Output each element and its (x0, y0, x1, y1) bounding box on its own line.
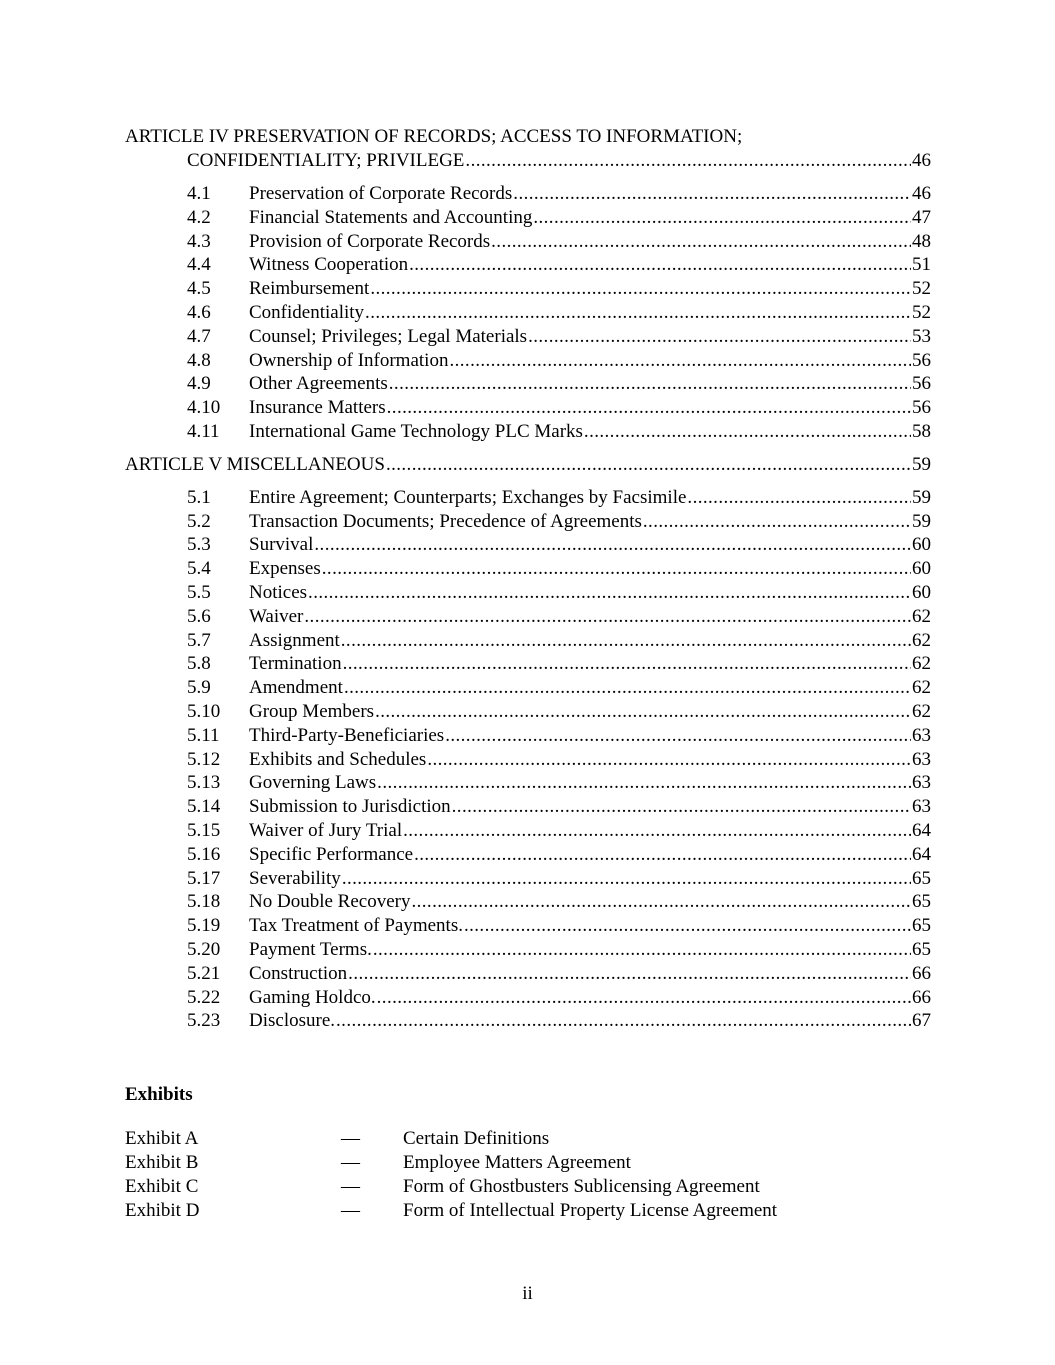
article-iv-title-line1: ARTICLE IV PRESERVATION OF RECORDS; ACCESS TO INFORMATION; (125, 126, 743, 147)
toc-entry-number: 4.4 (187, 254, 211, 276)
article-v-heading (125, 453, 931, 477)
toc-entry (125, 914, 931, 938)
toc-entry-title: Witness Cooperation (249, 254, 409, 276)
toc-entry (125, 938, 931, 962)
leader-dots (336, 1009, 911, 1033)
toc-entry-page: 48 (912, 230, 931, 252)
toc-entry-page: 63 (912, 772, 931, 794)
exhibit-label: Exhibit B (125, 1152, 199, 1173)
toc-entry-page: 63 (912, 724, 931, 746)
toc-entry (125, 676, 931, 700)
toc-entry-title: Assignment (249, 629, 340, 651)
toc-entry (125, 629, 931, 653)
toc-entry-title: Notices (249, 581, 308, 603)
toc-entry-title: Waiver (249, 605, 304, 627)
toc-entry-number: 5.11 (187, 724, 220, 746)
leader-dots (343, 652, 911, 676)
toc-entry (125, 420, 931, 444)
toc-entry (125, 724, 931, 748)
toc-entry-title: Insurance Matters (249, 397, 386, 419)
exhibits-section (125, 1083, 905, 1223)
article-iv-title-line2: CONFIDENTIALITY; PRIVILEGE (187, 150, 465, 171)
toc-entry-page: 65 (912, 915, 931, 937)
toc-entry-number: 5.22 (187, 986, 221, 1008)
toc-entry-title: Severability (249, 867, 341, 889)
exhibit-title: Form of Ghostbusters Sublicensing Agreement (403, 1176, 760, 1197)
toc-entry-page: 62 (912, 605, 931, 627)
toc-entry (125, 867, 931, 891)
toc-entry-number: 5.20 (187, 938, 221, 960)
exhibit-row (125, 1175, 905, 1199)
toc-entry-number: 4.10 (187, 397, 221, 419)
toc-entry-number: 5.13 (187, 772, 221, 794)
leader-dots (370, 277, 911, 301)
toc-entry-page: 60 (912, 581, 931, 603)
toc-entry-number: 5.8 (187, 653, 211, 675)
leader-dots (465, 149, 911, 173)
toc-entry-number: 4.3 (187, 230, 211, 252)
toc-entry-title: Tax Treatment of Payments. (249, 915, 463, 937)
toc-entry-title: Financial Statements and Accounting (249, 206, 533, 228)
leader-dots (464, 914, 911, 938)
article-iv-entries (125, 182, 931, 444)
toc-entry-number: 5.18 (187, 891, 221, 913)
exhibit-dash: — (341, 1200, 360, 1221)
toc-entry-page: 56 (912, 397, 931, 419)
table-of-contents (125, 125, 931, 1042)
toc-entry (125, 986, 931, 1010)
leader-dots (411, 890, 911, 914)
toc-entry-page: 60 (912, 534, 931, 556)
toc-entry-number: 5.16 (187, 843, 221, 865)
toc-entry-number: 4.1 (187, 183, 211, 204)
toc-entry-number: 4.8 (187, 349, 211, 371)
toc-entry (125, 253, 931, 277)
toc-entry-page: 62 (912, 653, 931, 675)
leader-dots (449, 349, 911, 373)
toc-entry-title: Submission to Jurisdiction (249, 796, 451, 818)
toc-entry-title: Ownership of Information (249, 349, 449, 371)
toc-entry-number: 4.5 (187, 278, 211, 300)
leader-dots (409, 253, 911, 277)
toc-entry-title: Waiver of Jury Trial (249, 819, 403, 841)
exhibit-row (125, 1127, 905, 1151)
toc-entry-number: 5.12 (187, 748, 221, 770)
article-iv-heading (125, 125, 931, 173)
toc-entry-page: 65 (912, 867, 931, 889)
toc-entry-number: 4.7 (187, 325, 211, 347)
toc-entry-title: Group Members (249, 700, 375, 722)
exhibit-dash: — (341, 1152, 360, 1173)
toc-entry (125, 396, 931, 420)
toc-entry (125, 1009, 931, 1033)
leader-dots (304, 605, 911, 629)
leader-dots (322, 557, 911, 581)
leader-dots (452, 795, 911, 819)
leader-dots (342, 867, 911, 891)
toc-entry-number: 5.19 (187, 915, 221, 937)
toc-entry-title: Termination (249, 653, 342, 675)
leader-dots (513, 182, 911, 206)
toc-entry-title: Gaming Holdco. (249, 986, 376, 1008)
toc-entry-title: Expenses (249, 558, 321, 580)
leader-dots (348, 962, 911, 986)
leader-dots (365, 301, 911, 325)
leader-dots (584, 420, 911, 444)
toc-entry (125, 510, 931, 534)
leader-dots (414, 843, 911, 867)
toc-entry (125, 700, 931, 724)
toc-entry (125, 486, 931, 510)
exhibit-title: Form of Intellectual Property License Agreement (403, 1200, 778, 1221)
exhibit-row (125, 1151, 905, 1175)
toc-entry-page: 66 (912, 962, 931, 984)
toc-entry (125, 890, 931, 914)
leader-dots (373, 938, 911, 962)
toc-entry-number: 5.15 (187, 819, 221, 841)
leader-dots (528, 325, 911, 349)
toc-entry-number: 5.2 (187, 510, 211, 532)
leader-dots (314, 533, 911, 557)
toc-entry-page: 56 (912, 373, 931, 395)
exhibit-title: Employee Matters Agreement (403, 1152, 631, 1173)
toc-entry-number: 4.6 (187, 301, 211, 323)
toc-entry-number: 5.10 (187, 700, 221, 722)
toc-entry-number: 4.9 (187, 373, 211, 395)
page-number: ii (522, 1283, 533, 1304)
exhibit-row (125, 1199, 905, 1223)
toc-entry-page: 64 (912, 843, 931, 865)
leader-dots (375, 700, 911, 724)
toc-entry (125, 557, 931, 581)
toc-entry-page: 64 (912, 819, 931, 841)
toc-entry-number: 5.21 (187, 962, 221, 984)
toc-entry (125, 372, 931, 396)
toc-entry-page: 52 (912, 301, 931, 323)
toc-entry-number: 4.11 (187, 420, 220, 442)
toc-entry-title: Specific Performance (249, 843, 414, 865)
leader-dots (687, 486, 911, 510)
toc-entry-page: 51 (912, 254, 931, 276)
leader-dots (491, 230, 911, 254)
exhibit-dash: — (341, 1128, 360, 1149)
toc-entry (125, 277, 931, 301)
toc-entry-number: 5.4 (187, 558, 211, 580)
exhibit-dash: — (341, 1176, 360, 1197)
toc-entry-number: 5.17 (187, 867, 221, 889)
toc-entry (125, 748, 931, 772)
toc-entry (125, 819, 931, 843)
toc-entry-title: Amendment (249, 677, 343, 699)
toc-entry-page: 63 (912, 748, 931, 770)
article-v-page: 59 (912, 453, 931, 475)
toc-entry-page: 65 (912, 938, 931, 960)
article-iv-page: 46 (912, 150, 931, 171)
leader-dots (427, 748, 911, 772)
toc-entry-title: Confidentiality (249, 301, 365, 323)
exhibits-heading: Exhibits (125, 1084, 193, 1105)
toc-entry-page: 56 (912, 349, 931, 371)
leader-dots (341, 629, 911, 653)
toc-entry-title: Construction (249, 962, 348, 984)
toc-entry-number: 5.7 (187, 629, 211, 651)
exhibit-list (125, 1127, 905, 1223)
toc-entry-page: 59 (912, 510, 931, 532)
toc-entry (125, 795, 931, 819)
toc-entry-title: Transaction Documents; Precedence of Agreements (249, 510, 642, 532)
leader-dots (533, 206, 911, 230)
toc-entry-title: Governing Laws (249, 772, 377, 794)
exhibit-label: Exhibit D (125, 1200, 200, 1221)
toc-entry-title: Third-Party-Beneficiaries (249, 724, 445, 746)
toc-entry-page: 62 (912, 700, 931, 722)
toc-entry-title: International Game Technology PLC Marks (249, 420, 583, 442)
toc-entry-page: 66 (912, 986, 931, 1008)
toc-entry-number: 4.2 (187, 206, 211, 228)
leader-dots (344, 676, 911, 700)
leader-dots (387, 396, 911, 420)
toc-entry (125, 325, 931, 349)
article-v-entries (125, 486, 931, 1033)
toc-entry-title: Other Agreements (249, 373, 388, 395)
toc-entry-title: Disclosure. (249, 1010, 336, 1032)
toc-entry (125, 533, 931, 557)
toc-entry (125, 581, 931, 605)
toc-entry-page: 46 (912, 183, 931, 204)
leader-dots (389, 372, 911, 396)
toc-entry (125, 230, 931, 254)
toc-entry-title: Entire Agreement; Counterparts; Exchanges by Facsimile (249, 486, 687, 508)
leader-dots (403, 819, 911, 843)
toc-entry-page: 53 (912, 325, 931, 347)
toc-entry (125, 771, 931, 795)
toc-entry (125, 349, 931, 373)
leader-dots (445, 724, 911, 748)
toc-entry (125, 301, 931, 325)
exhibit-label: Exhibit A (125, 1128, 199, 1149)
toc-entry-page: 60 (912, 558, 931, 580)
toc-entry-number: 5.1 (187, 486, 211, 508)
toc-entry (125, 182, 931, 206)
toc-entry-number: 5.3 (187, 534, 211, 556)
toc-entry-title: Counsel; Privileges; Legal Materials (249, 325, 528, 347)
exhibit-label: Exhibit C (125, 1176, 199, 1197)
leader-dots (643, 510, 911, 534)
toc-entry-title: Survival (249, 534, 314, 556)
toc-entry-page: 65 (912, 891, 931, 913)
toc-entry (125, 206, 931, 230)
toc-entry-title: Exhibits and Schedules (249, 748, 427, 770)
toc-entry-number: 5.9 (187, 677, 211, 699)
toc-entry (125, 962, 931, 986)
article-iv-title-line2-row (125, 149, 931, 173)
toc-entry-page: 59 (912, 486, 931, 508)
article-v-title: ARTICLE V MISCELLANEOUS (125, 453, 385, 475)
leader-dots (377, 986, 911, 1010)
toc-entry-page: 62 (912, 677, 931, 699)
toc-entry-page: 67 (912, 1010, 931, 1032)
toc-entry-page: 63 (912, 796, 931, 818)
toc-entry-page: 52 (912, 278, 931, 300)
toc-entry-title: Payment Terms. (249, 938, 372, 960)
exhibit-title: Certain Definitions (403, 1128, 550, 1149)
toc-entry (125, 652, 931, 676)
toc-entry (125, 605, 931, 629)
leader-dots (386, 453, 911, 477)
toc-entry-title: Provision of Corporate Records (249, 230, 491, 252)
toc-entry-title: Reimbursement (249, 278, 370, 300)
toc-entry-number: 5.23 (187, 1010, 221, 1032)
toc-entry-title: Preservation of Corporate Records (249, 183, 513, 204)
toc-entry-number: 5.14 (187, 796, 221, 818)
toc-entry-title: No Double Recovery (249, 891, 411, 913)
toc-entry (125, 843, 931, 867)
toc-entry-number: 5.6 (187, 605, 211, 627)
leader-dots (308, 581, 911, 605)
toc-entry-number: 5.5 (187, 581, 211, 603)
toc-entry-page: 58 (912, 420, 931, 442)
toc-entry-page: 47 (912, 206, 931, 228)
leader-dots (377, 771, 911, 795)
toc-entry-page: 62 (912, 629, 931, 651)
